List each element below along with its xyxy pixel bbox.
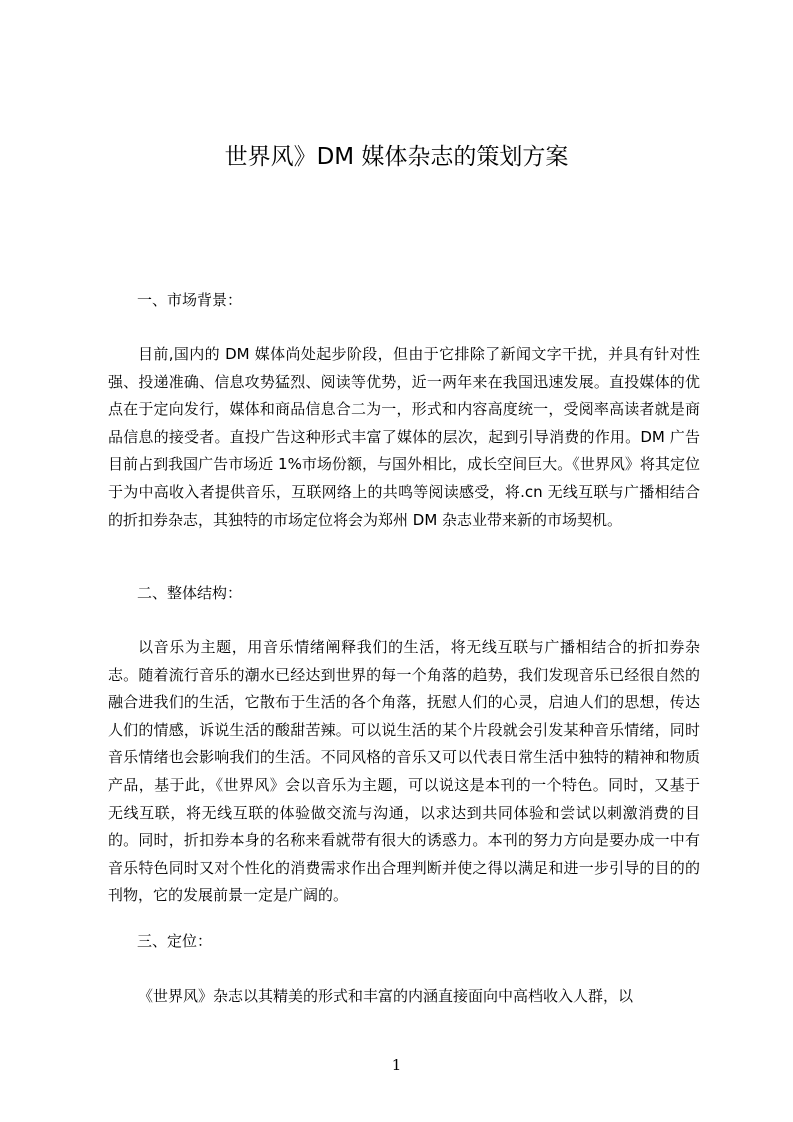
section-heading-positioning: 三、定位：	[137, 932, 213, 950]
section-heading-market-background: 一、市场背景：	[137, 291, 243, 309]
document-title: 世界风》DM 媒体杂志的策划方案	[224, 144, 569, 170]
page-number: 1	[391, 1056, 402, 1074]
section-paragraph-positioning: 《世界风》杂志以其精美的形式和丰富的内涵直接面向中高档收入人群，以	[138, 987, 634, 1005]
section-paragraph-overall-structure: 以音乐为主题，用音乐情绪阐释我们的生活，将无线互联与广播相结合的折扣券杂志。随着流行音乐的潮水已经达到世界的每一个角落的趋势，我们发现音乐已经很自然的融合进我们的生活，它散布于生活的各个角落，抚慰人们的心灵，启迪人们的思想，传达人们的情感，诉说生活的酸甜苦辣。可以说生活的某个片段就会引发某种音乐情绪，同时音乐情绪也会影响我们的生活。不同风格的音乐又可以代表日常生活中独特的精神和物质产品，基于此，《世界风》会以音乐为主题，可以说这是本刊的一个特色。同时，又基于无线互联，将无线互联的体验做交流与沟通，以求达到共同体验和尝试以刺激消费的目的。同时，折扣券本身的名称来看就带有很大的诱惑力。本刊的努力方向是要办成一中有音乐特色同时又对个性化的消费需求作出合理判断并使之得以满足和进一步引导的目的的刊物，它的发展前景一定是广阔的。	[108, 638, 700, 905]
section-heading-overall-structure: 二、整体结构：	[137, 584, 243, 602]
section-paragraph-market-background: 目前,国内的 DM 媒体尚处起步阶段，但由于它排除了新闻文字干扰，并具有针对性强、投递准确、信息攻势猛烈、阅读等优势，近一两年来在我国迅速发展。直投媒体的优点在于定向发行，媒体和商品信息合二为一，形式和内容高度统一，受阅率高读者就是商品信息的接受者。直投广告这种形式丰富了媒体的层次，起到引导消费的作用。DM 广告目前占到我国广告市场近 1%市场份额，与国外相比，成长空间巨大。《世界风》将其定位于为中高收入者提供音乐，互联网络上的共鸣等阅读感受，将.cn 无线互联与广播相结合的折扣券杂志，其独特的市场定位将会为郑州 DM 杂志业带来新的市场契机。	[108, 345, 700, 529]
